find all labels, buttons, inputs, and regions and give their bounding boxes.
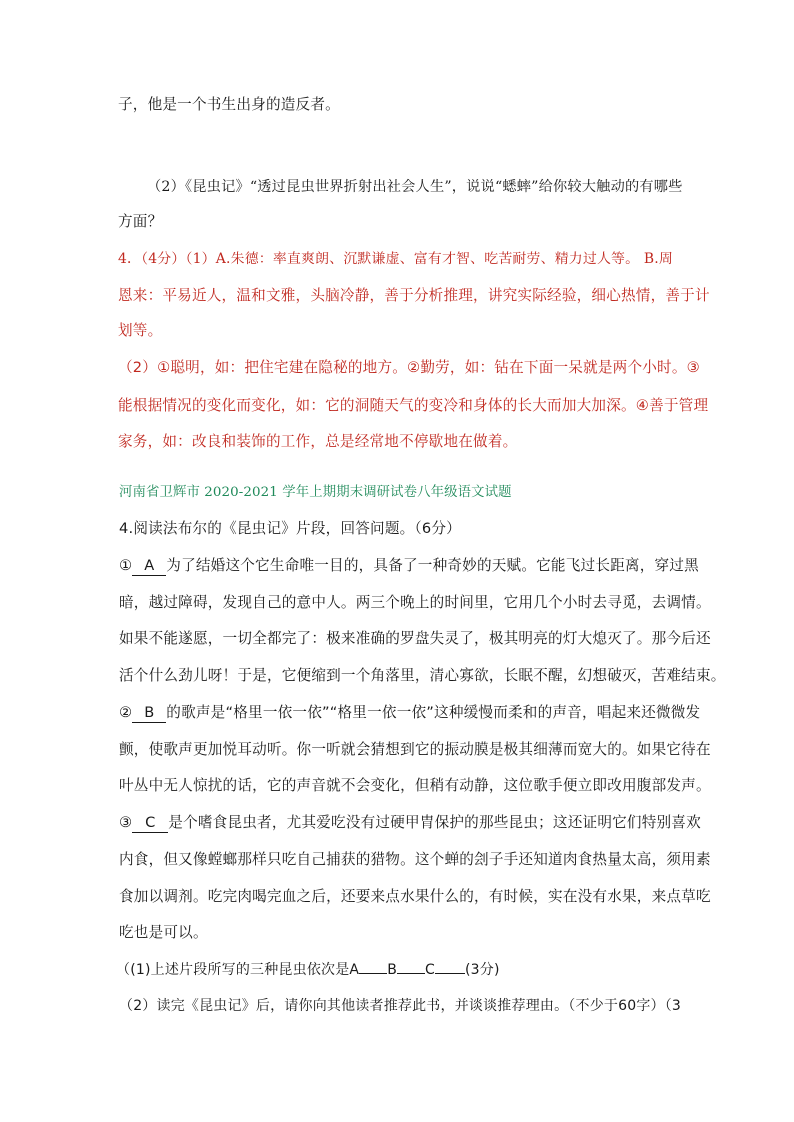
answer-blank[interactable]	[397, 973, 425, 974]
passage-1-line-3: 如果不能遂愿，一切全都完了：极来准确的罗盘失灵了，极其明亮的灯大熄灭了。那今后还	[119, 630, 711, 647]
passage-3-line-4: 吃也是可以。	[119, 924, 208, 941]
passage-3-line-1	[119, 813, 701, 833]
passage-1-line-1	[119, 556, 699, 576]
question-4-stem: 4.阅读法布尔的《昆虫记》片段，回答问题。（6分）	[119, 520, 461, 537]
passage-text: 是个嗜食昆虫者，尤其爱吃没有过硬甲胄保护的那些昆虫；这还证明它们特别喜欢	[168, 814, 701, 831]
answer-blank[interactable]	[359, 973, 387, 974]
sub-question-2: （2）读完《昆虫记》后，请你向其他读者推荐此书，并谈谈推荐理由。（不少于60字）（3	[119, 998, 682, 1014]
passage-1-line-2: 暗，越过障碍，发现自己的意中人。两三个晚上的时间里，它用几个小时去寻觅，去调情。	[119, 594, 711, 611]
answer-line: 能根据情况的变化而变化，如：它的洞随天气的变冷和身体的长大而加大加深。④善于管理	[118, 397, 709, 414]
sub-question-1	[116, 960, 500, 980]
sub-question-1-points: (3分)	[465, 962, 500, 978]
answer-blank-a: A	[132, 557, 166, 576]
answer-blank-c: C	[132, 814, 168, 833]
answer-line: 划等。	[118, 322, 163, 339]
answer-blank-b: B	[132, 704, 166, 723]
passage-2-line-3: 叶丛中无人惊扰的话，它的声音就不会变化，但稍有动静，这位歌手便立即改用腹部发声。	[119, 777, 711, 794]
answer-line: 家务，如：改良和装饰的工作，总是经常地不停歇地在做着。	[118, 433, 518, 450]
passage-text: 为了结婚这个它生命唯一目的，具备了一种奇妙的天赋。它能飞过长距离，穿过黑	[166, 557, 699, 574]
passage-2-line-1	[119, 703, 700, 723]
passage-marker: ②	[119, 704, 133, 721]
text-line: 子，他是一个书生出身的造反者。	[118, 96, 340, 113]
passage-3-line-2: 内食，但又像螳螂那样只吃自己捕获的猎物。这个蝉的刽子手还知道肉食热量太高，须用素	[119, 851, 711, 868]
passage-marker: ③	[119, 814, 133, 831]
passage-text: 的歌声是“格里一依一依”“格里一依一依”这种缓慢而柔和的声音，唱起来还微微发	[166, 704, 701, 721]
answer-blank[interactable]	[435, 973, 465, 974]
answer-line: （2）①聪明，如：把住宅建在隐秘的地方。②勤劳，如：钻在下面一呆就是两个小时。③	[118, 359, 700, 376]
passage-2-line-2: 颤，使歌声更加悦耳动听。你一听就会猜想到它的振动膜是极其细薄而宽大的。如果它待在	[119, 741, 711, 758]
question-2-line-2: 方面？	[118, 213, 163, 230]
passage-3-line-3: 食加以调剂。吃完肉喝完血之后，还要来点水果什么的，有时候，实在没有水果，来点草吃	[119, 888, 711, 905]
sub-question-1-label-b: B	[387, 962, 398, 978]
passage-marker: ①	[119, 557, 133, 574]
answer-line: 恩来：平易近人，温和文雅，头脑冷静，善于分析推理，讲究实际经验，细心热情，善于计	[118, 287, 710, 304]
passage-1-line-4: 活个什么劲儿呀！于是，它便缩到一个角落里，清心寡欲，长眠不醒，幻想破灭，苦难结束。	[119, 667, 726, 684]
answer-line: 4．（4分）（1）A.朱德：率直爽朗、沉默谦虚、富有才智、吃苦耐劳、精力过人等。 B.周	[118, 251, 673, 267]
question-2-line-1: （2）《昆虫记》“透过昆虫世界折射出社会人生”，说说“蟋蟀”给你较大触动的有哪些	[147, 179, 683, 195]
source-title: 河南省卫辉市 2020-2021 学年上期期末调研试卷八年级语文试题	[119, 485, 512, 500]
sub-question-1-text: （(1)上述片段所写的三种昆虫依次是A	[116, 962, 360, 978]
sub-question-1-label-c: C	[425, 962, 436, 978]
